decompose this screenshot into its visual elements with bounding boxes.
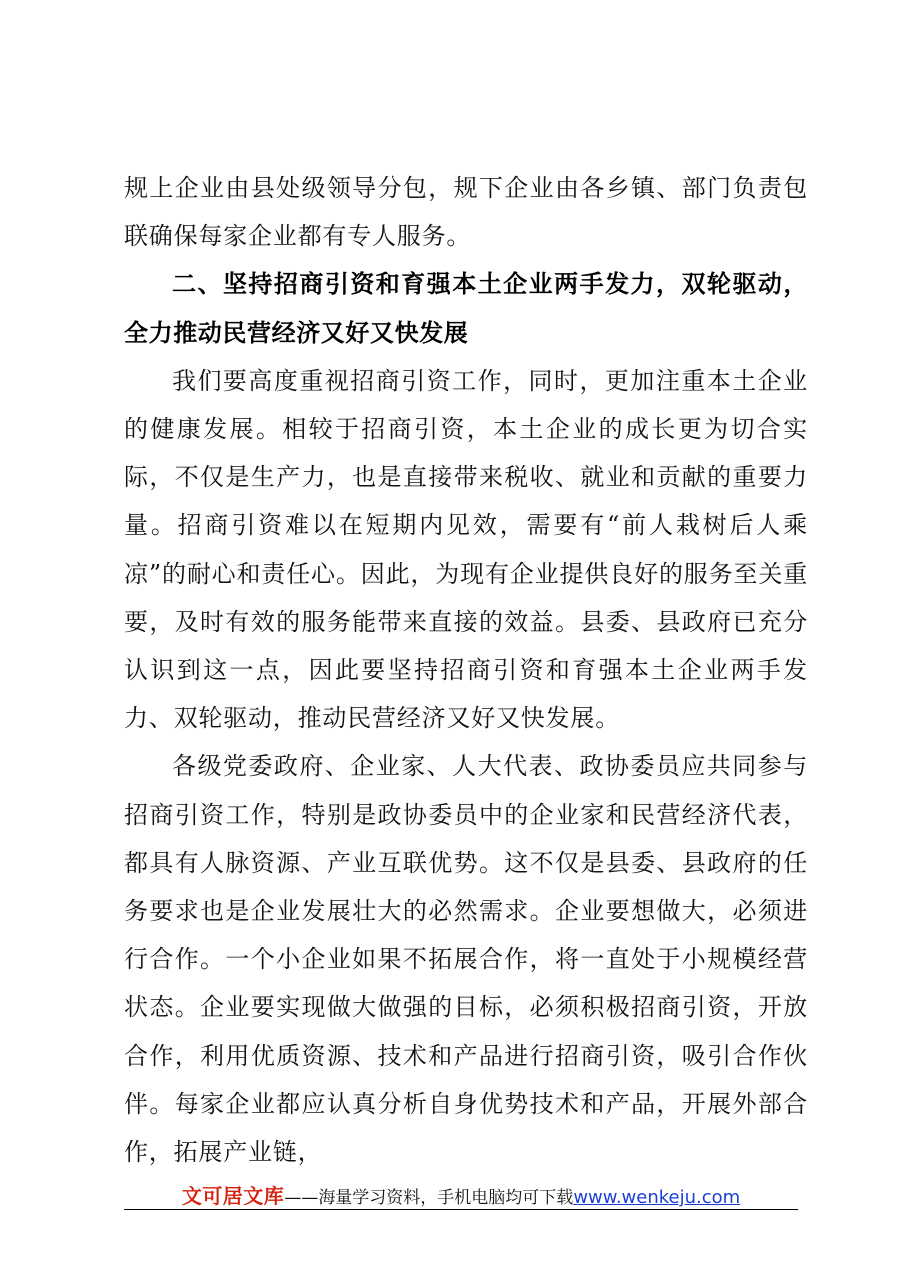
paragraph-continued: 规上企业由县处级领导分包，规下企业由各乡镇、部门负责包联确保每家企业都有专人服务。: [124, 174, 808, 251]
footer-website-link[interactable]: www.wenkeju.com: [573, 1187, 741, 1208]
section-heading: 二、坚持招商引资和育强本土企业两手发力，双轮驱动，全力推动民营经济又好又快发展: [124, 270, 808, 347]
paragraph-cooperation: 各级党委政府、企业家、人大代表、政协委员应共同参与招商引资工作，特别是政协委员中的企业家和民营经济代表，都具有人脉资源、产业互联优势。这不仅是县委、县政府的任务要求也是企业发展壮大的必然需求。企业要想做大，必须进行合作。一个小企业如果不拓展合作，将一直处于小规模经营状态。企业要实现做大做强的目标，必须积极招商引资，开放合作，利用优质资源、技术和产品进行招商引资，吸引合作伙伴。每家企业都应认真分析自身优势技术和产品，开展外部合作，拓展产业链，: [124, 752, 808, 1167]
footer-brand-name: 文可居文库: [181, 1184, 285, 1208]
document-body: [124, 164, 808, 1176]
footer-description: ——海量学习资料，手机电脑均可下载: [284, 1188, 574, 1208]
page-footer: [124, 1180, 798, 1210]
footer-divider: [124, 1209, 798, 1210]
paragraph-investment: 我们要高度重视招商引资工作，同时，更加注重本土企业的健康发展。相较于招商引资，本土企业的成长更为切合实际，不仅是生产力，也是直接带来税收、就业和贡献的重要力量。招商引资难以在短期内见效，需要有“前人栽树后人乘凉”的耐心和责任心。因此，为现有企业提供良好的服务至关重要，及时有效的服务能带来直接的效益。县委、县政府已充分认识到这一点，因此要坚持招商引资和育强本土企业两手发力、双轮驱动，推动民营经济又好又快发展。: [124, 366, 808, 733]
